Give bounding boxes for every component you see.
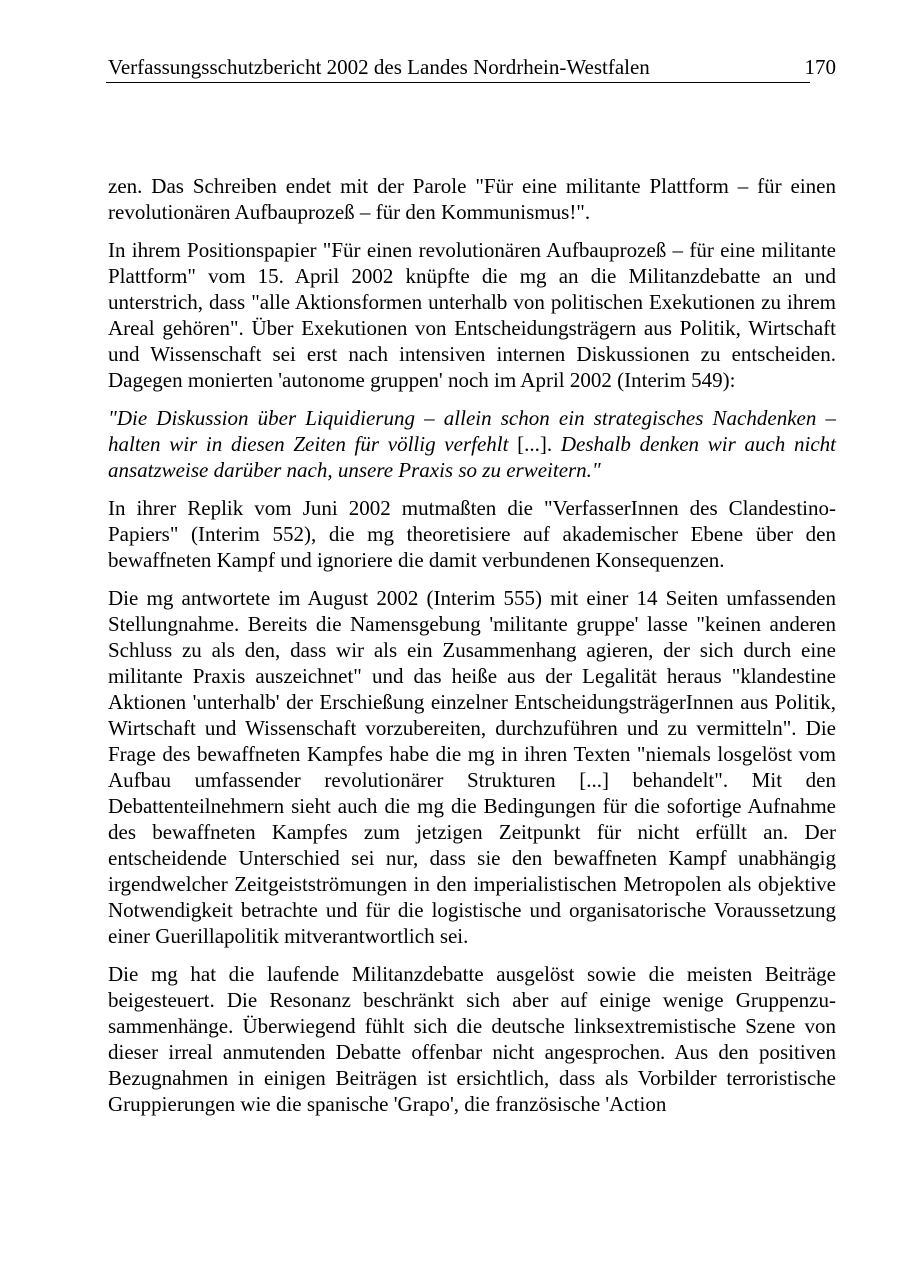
- paragraph-3: In ihrer Replik vom Juni 2002 mutmaßten die "VerfasserInnen des Clandestino-Papiers" (Interim 552), die mg theoretisiere auf akademischer Ebene über den bewaffneten Kampf und ignoriere die damit verbundenen Konsequenzen.: [108, 496, 836, 572]
- header-rule: [106, 82, 810, 83]
- header-title: Verfassungsschutzbericht 2002 des Landes Nordrhein-Westfalen: [108, 55, 650, 79]
- paragraph-4: Die mg antwortete im August 2002 (Interim 555) mit einer 14 Seiten umfassenden Stellungnahme. Bereits die Namensgebung 'militante gruppe' lasse "keinen anderen Schluss zu als den, dass wir als ein Zusammenhang agieren, der sich durch eine militante Praxis auszeichnet" und das heiße aus der Legalität heraus "klandestine Aktionen 'unterhalb' der Erschießung einzelner EntscheidungsträgerInnen aus Politik, Wirtschaft und Wissenschaft vorzubereiten, durchzuführen und zu vermitteln". Die Frage des bewaffneten Kampfes habe die mg in ihren Texten "niemals losgelöst vom Aufbau umfassender revolutionärer Strukturen [...] behandelt". Mit den Debattenteilnehmern sieht auch die mg die Bedingungen für die sofortige Aufnahme des bewaffneten Kampfes zum jetzigen Zeitpunkt für nicht erfüllt an. Der entscheidende Unterschied sei nur, dass sie den bewaffneten Kampf unabhängig irgendwelcher Zeitgeistströmungen in den imperialistischen Metropolen als objektive Notwendigkeit betrachte und für die logistische und organisatorische Voraussetzung einer Guerillapolitik mitverantwortlich sei.: [108, 586, 836, 948]
- block-quote: [108, 405, 836, 483]
- body-text: [108, 173, 836, 1129]
- paragraph-2: In ihrem Positionspapier "Für einen revolutionären Aufbauprozeß – für eine militante Plattform" vom 15. April 2002 knüpfte die mg an die Militanzdebatte an und unterstrich, dass "alle Aktionsformen unterhalb von politischen Exekutionen zu ihrem Areal gehören". Über Exekutionen von Entscheidungsträgern aus Politik, Wirtschaft und Wissenschaft sei erst nach intensiven internen Diskussionen zu entscheiden. Dagegen monierten 'autonome gruppen' noch im April 2002 (Interim 549):: [108, 238, 836, 392]
- page-header: [108, 52, 836, 82]
- quote-ellipsis: [...].: [517, 432, 553, 456]
- page-number: 170: [804, 55, 836, 79]
- paragraph-1: zen. Das Schreiben endet mit der Parole "Für eine militante Plattform – für einen revolutionären Aufbauprozeß – für den Kommunismus!".: [108, 174, 836, 224]
- paragraph-5: Die mg hat die laufende Militanzdebatte ausgelöst sowie die meisten Beiträge beigesteuert. Die Resonanz beschränkt sich aber auf einige wenige Gruppenzusammenhänge. Überwiegend fühlt sich die deutsche linksextremistische Szene von dieser irreal anmutenden Debatte offenbar nicht angesprochen. Aus den positiven Bezugnahmen in einigen Beiträgen ist ersichtlich, dass als Vorbilder terroristische Gruppierungen wie die spanische 'Grapo', die französische 'Action: [108, 962, 836, 1116]
- quote-text-end: Deshalb denken wir auch nicht ansatzweise darüber nach, unsere Praxis so zu erweitern.": [108, 432, 836, 482]
- quote-text-start: "Die Diskussion über Liquidierung – allein schon ein strategisches Nachdenken – halten wir in diesen Zeiten für völlig verfehlt: [108, 406, 836, 456]
